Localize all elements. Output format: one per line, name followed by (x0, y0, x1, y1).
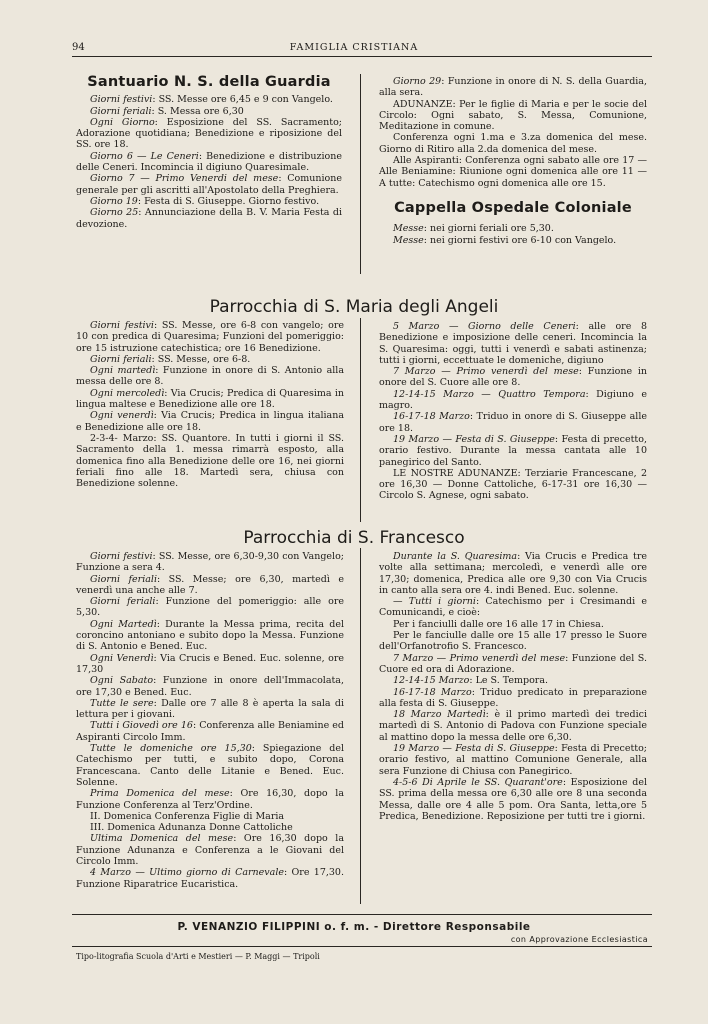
page-number: 94 (72, 42, 85, 53)
angeli-right-column (379, 321, 647, 502)
footer-rule (72, 914, 652, 915)
paragraph (379, 235, 647, 246)
paragraph-text: Per le fanciulle dalle ore 15 alle 17 presso le Suore dell'Orfanotrofio S. Francesco. (379, 630, 647, 653)
paragraph-label: Ogni Sabato (90, 675, 154, 687)
paragraph-label: Giorno 29 (393, 76, 442, 87)
santuario-left-column (76, 74, 342, 230)
paragraph-label: Ogni martedì (90, 365, 156, 377)
paragraph-text: : Funzione in onore dell'Immacolata, ore 17,30 e Bened. Euc. (76, 675, 344, 698)
santuario-paras (76, 94, 342, 230)
paragraph (76, 822, 344, 833)
paragraph-label: 4-5-6 Di Aprile le SS. Quarant'ore (393, 776, 563, 788)
paragraph-text: : Esposizione del SS. prima della messa ore 6,30 alle ore 8 una seconda Messa, dalle ore 4 alle 5 pom. Ora Santa, letta,ore 5 Predica, Benedizione. Reposizione per tutti tre i giorni. (379, 776, 647, 822)
paragraph-text: : Funzione in onore di S. Antonio alla messa delle ore 8. (76, 365, 344, 388)
paragraph-text: : Catechismo per i Cresimandi e Comunicandi, e cioè: (379, 596, 647, 619)
paragraph-text: : Triduo in onore di S. Giuseppe alle ore 18. (379, 411, 647, 434)
paragraph (76, 743, 344, 788)
paragraph-label: Giorni feriali (90, 353, 152, 365)
paragraph (379, 743, 647, 777)
paragraph-label: Giorno 7 — Primo Venerdi del mese (90, 173, 279, 185)
paragraph-label: Giorni feriali (90, 573, 157, 585)
paragraph (76, 94, 342, 105)
paragraph-label: 19 Marzo — Festa di S. Giuseppe (393, 743, 555, 755)
paragraph (379, 619, 647, 630)
paragraph-label: — Tutti i giorni (393, 596, 476, 608)
paragraph (76, 551, 344, 574)
paragraph (76, 106, 342, 117)
paragraph (76, 196, 342, 207)
paragraph (379, 155, 647, 189)
paragraph-label: Tutti i Giovedì ore 16 (90, 720, 193, 732)
paragraph-text: : Via Crucis e Predica tre volte alla settimana; mercoledì, e venerdì alle ore 17,30; domenica, Predica alle ore 9,30 con Via Crucis in canto alla sera ore 4. indi Bened. Euc. solenne. (379, 551, 647, 596)
paragraph (76, 675, 344, 698)
paragraph-text: : SS. Messe, ore 6-8 con vangelo; ore 10 con predica di Quaresima; Funzioni del pomeriggio: ore 15 istruzione catechistica; ore 16 Benedizione. (76, 320, 344, 354)
paragraph-label: Tutte le sere (90, 697, 154, 709)
paragraph (379, 132, 647, 155)
paragraph-text: LE NOSTRE ADUNANZE: Terziarie Francescane, 2 ore 16,30 — Donne Cattoliche, 6-17-31 ore 16,30 — Circolo S. Agnese, ogni sabato. (379, 467, 647, 502)
paragraph-text: : SS. Messe, ore 6-8. (151, 353, 251, 365)
column-divider (360, 74, 361, 274)
paragraph-label: 7 Marzo — Primo venerdì del mese (393, 652, 566, 664)
paragraph (76, 867, 344, 890)
paragraph-text: : Spiegazione del Catechismo per tutti, e subito dopo, Corona Francescana. Canto delle Litanie e Bened. Euc. Solenne. (76, 743, 344, 788)
paragraph-label: Ultima Domenica del mese (90, 833, 234, 845)
paragraph-text: II. Domenica Conferenza Figlie di Maria (90, 810, 285, 822)
paragraph (76, 433, 344, 489)
paragraph (379, 389, 647, 412)
santuario-heading: Santuario N. S. della Guardia (87, 74, 331, 90)
angeli-heading: Parrocchia di S. Maria degli Angeli (209, 297, 499, 317)
paragraph-text: : SS. Messe; ore 6,30, martedì e venerdì una anche alle 7. (76, 573, 344, 596)
paragraph-label: Giorno 6 — Le Ceneri (90, 150, 199, 162)
paragraph-label: Giorni festivi (90, 320, 154, 331)
paragraph-text: ADUNANZE: Per le figlie di Maria e per le socie del Circolo: Ogni sabato, S. Messa, Comunione, Meditazione in comune. (379, 98, 647, 133)
cappella-heading: Cappella Ospedale Coloniale (394, 199, 632, 216)
paragraph (76, 720, 344, 743)
paragraph (76, 574, 344, 597)
paragraph-text: Conferenza ogni 1.ma e 3.za domenica del mese. Giorno di Ritiro alla 2.da domenica del mese. (379, 132, 647, 155)
paragraph-label: 12-14-15 Marzo (393, 675, 470, 687)
paragraph-label: Ogni Giorno (90, 116, 155, 128)
paragraph (379, 551, 647, 596)
paragraph-text: : Ore 16,30 dopo la Funzione Adunanza e Conferenza a le Giovani del Circolo Imm. (76, 833, 345, 868)
running-title: FAMIGLIA CRISTIANA (289, 42, 419, 53)
paragraph-text: : Benedizione e distribuzione delle Ceneri. Incomincia il digiuno Quaresimale. (76, 150, 342, 174)
paragraph (379, 411, 647, 434)
paragraph (76, 833, 344, 867)
paragraph-text: : Esposizione del SS. Sacramento; Adorazione quotidiana; Benedizione e riposizione del SS. ore 18. (76, 116, 342, 151)
paragraph-text: : Festa di Precetto; orario festivo, al mattino Comunione Generale, alla sera Funzione di Chiusa con Panegirico. (379, 743, 647, 777)
francesco-left-column (76, 551, 344, 890)
paragraph-label: 7 Marzo — Primo venerdì del mese (393, 366, 579, 378)
francesco-heading: Parrocchia di S. Francesco (243, 528, 465, 548)
paragraph (379, 99, 647, 133)
paragraph-text: : Funzione in onore del S. Cuore alle ore 8. (379, 366, 648, 389)
paragraph-text: Per i fanciulli dalle ore 16 alle 17 in Chiesa. (393, 618, 604, 630)
paragraph-text: 2-3-4- Marzo: SS. Quantore. In tutti i giorni il SS. Sacramento della 1. messa rimarrà esposto, alla domenica fino alla Benedizione delle ore 16, nei giorni feriali fino alle 18. Martedì sera, chiusa con Benedizione solenne. (76, 432, 344, 490)
printer-credit: Tipo-litografia Scuola d'Arti e Mestieri — P. Maggi — Tripoli (76, 952, 320, 961)
printer-rule (72, 946, 652, 947)
angeli-left-column (76, 320, 344, 489)
paragraph (379, 434, 647, 468)
paragraph-text: : SS. Messe, ore 6,30-9,30 con Vangelo; Funzione a sera 4. (76, 551, 344, 574)
column-divider (360, 548, 361, 904)
paragraph-text: : S. Messa ore 6,30 (151, 105, 244, 117)
paragraph (76, 365, 344, 388)
paragraph (379, 76, 647, 99)
paragraph (379, 596, 647, 619)
paragraph (76, 596, 344, 619)
paragraph-label: Messe (393, 223, 424, 235)
paragraph-text: III. Domenica Adunanza Donne Cattoliche (90, 822, 293, 834)
paragraph (76, 788, 344, 811)
paragraph-text: : Annunciazione della B. V. Maria Festa di devozione. (76, 207, 342, 230)
paragraph-text: : Conferenza alle Beniamine ed Aspiranti Circolo Imm. (76, 720, 344, 743)
paragraph-text: : Le S. Tempora. (469, 675, 549, 687)
paragraph-label: 16-17-18 Marzo (393, 411, 470, 423)
paragraph (379, 675, 647, 686)
paragraph-text: : SS. Messe ore 6,45 e 9 con Vangelo. (152, 94, 333, 106)
paragraph-label: 18 Marzo Martedì (393, 709, 486, 721)
paragraph-label: Durante la S. Quaresima (393, 551, 518, 562)
paragraph-text: : Ore 17,30. Funzione Riparatrice Eucaristica. (76, 867, 344, 890)
francesco-right-column (379, 551, 647, 822)
paragraph-label: Ogni venerdì (90, 410, 154, 422)
paragraph-text: : Ore 16,30, dopo la Funzione Conferenza al Terz'Ordine. (76, 788, 344, 811)
paragraph-label: Tutte le domeniche ore 15,30 (90, 743, 252, 755)
paragraph-text: : nei giorni feriali ore 5,30. (423, 223, 554, 235)
santuario-right-column (379, 76, 647, 246)
paragraph-text: : Triduo predicato in preparazione alla festa di S. Giuseppe. (379, 686, 647, 709)
paragraph (379, 777, 647, 822)
paragraph-text: : Funzione del S. Cuore ed ora di Adorazione. (379, 652, 647, 675)
column-divider (360, 318, 361, 522)
paragraph (76, 410, 344, 433)
paragraph-label: Giorno 19 (90, 195, 138, 207)
paragraph (76, 388, 344, 411)
paragraph (76, 619, 344, 653)
paragraph-text: : nei giorni festivi ore 6-10 con Vangelo. (423, 234, 617, 246)
paragraph (76, 653, 344, 676)
paragraph-text: : Comunione generale per gli ascritti all'Apostolato della Preghiera. (76, 173, 342, 196)
paragraph (76, 320, 344, 354)
paragraph (379, 366, 647, 389)
paragraph-text: : Funzione in onore di N. S. della Guardia, alla sera. (379, 76, 647, 99)
paragraph-text: : Via Crucis; Predica in lingua italiana e Benedizione alle ore 18. (76, 410, 345, 433)
paragraph-label: Ogni Martedì (90, 618, 157, 630)
director-credit: P. VENANZIO FILIPPINI o. f. m. - Direttore Responsabile (177, 921, 531, 933)
paragraph-label: 4 Marzo — Ultimo giorno di Carnevale (90, 867, 284, 879)
paragraph-text: : Funzione del pomeriggio: alle ore 5,30. (76, 596, 344, 619)
paragraph (76, 354, 344, 365)
header-rule (72, 56, 652, 57)
santuario-right-paras (379, 76, 647, 189)
paragraph-text: : è il primo martedì dei tredici martedì di S. Antonio di Padova con Funzione speciale al mattino dopo la messa delle ore 6,30. (379, 709, 647, 743)
paragraph (379, 321, 647, 366)
paragraph-label: Giorni feriali (90, 105, 152, 117)
paragraph-label: Ogni Venerdì (90, 652, 154, 664)
paragraph-text: : Via Crucis; Predica di Quaresima in lingua maltese e Benedizione alle ore 18. (76, 387, 344, 411)
paragraph (76, 151, 342, 174)
paragraph-text: : alle ore 8 Benedizione e imposizione delle ceneri. Incomincia la S. Quaresima: oggi, tutti i venerdì e sabati astinenza; tutti i giorni, eccettuate le domeniche, digiuno (379, 321, 647, 366)
paragraph-label: Ogni mercoledì (90, 387, 165, 399)
paragraph (76, 207, 342, 230)
paragraph (76, 698, 344, 721)
paragraph-label: Giorno 25 (90, 207, 139, 219)
paragraph-text: : Dalle ore 7 alle 8 è aperta la sala di lettura per i giovani. (76, 697, 344, 721)
paragraph-text: Alle Aspiranti: Conferenza ogni sabato alle ore 17 — Alle Beniamine: Riunione ogni domenica alle ore 11 — A tutte: Catechismo ogni domenica alle ore 15. (379, 155, 647, 189)
paragraph (379, 653, 647, 676)
paragraph (76, 117, 342, 151)
paragraph-text: : Festa di S. Giuseppe. Giorno festivo. (137, 195, 320, 207)
paragraph-label: Messe (393, 234, 424, 246)
paragraph-text: : Durante la Messa prima, recita del coroncino antoniano e subito dopo la Messa. Funzione di S. Antonio e Bened. Euc. (76, 618, 344, 653)
paragraph-label: Prima Domenica del mese (90, 788, 230, 800)
paragraph (379, 468, 647, 502)
paragraph (379, 687, 647, 710)
paragraph-label: 16-17-18 Marzo (393, 686, 472, 698)
paragraph-text: : Digiuno e magro. (379, 388, 648, 412)
paragraph-text: : Festa di precetto, orario festivo. Durante la messa cantata alle 10 panegirico del Santo. (379, 433, 647, 468)
paragraph-text: : Via Crucis e Bened. Euc. solenne, ore 17,30 (76, 652, 345, 675)
paragraph (76, 811, 344, 822)
paragraph-label: 12-14-15 Marzo — Quattro Tempora (393, 388, 586, 400)
paragraph-label: Giorni feriali (90, 596, 156, 608)
cappella-paras (379, 223, 647, 246)
paragraph (379, 223, 647, 234)
paragraph-label: 5 Marzo — Giorno delle Ceneri (393, 321, 576, 332)
paragraph-label: 19 Marzo — Festa di S. Giuseppe (393, 433, 555, 445)
paragraph (379, 630, 647, 653)
paragraph-label: Giorni festivi (90, 94, 153, 106)
paragraph-label: Giorni festivi (90, 551, 153, 562)
approval-note: con Approvazione Ecclesiastica (510, 935, 648, 944)
paragraph (379, 709, 647, 743)
paragraph (76, 173, 342, 196)
